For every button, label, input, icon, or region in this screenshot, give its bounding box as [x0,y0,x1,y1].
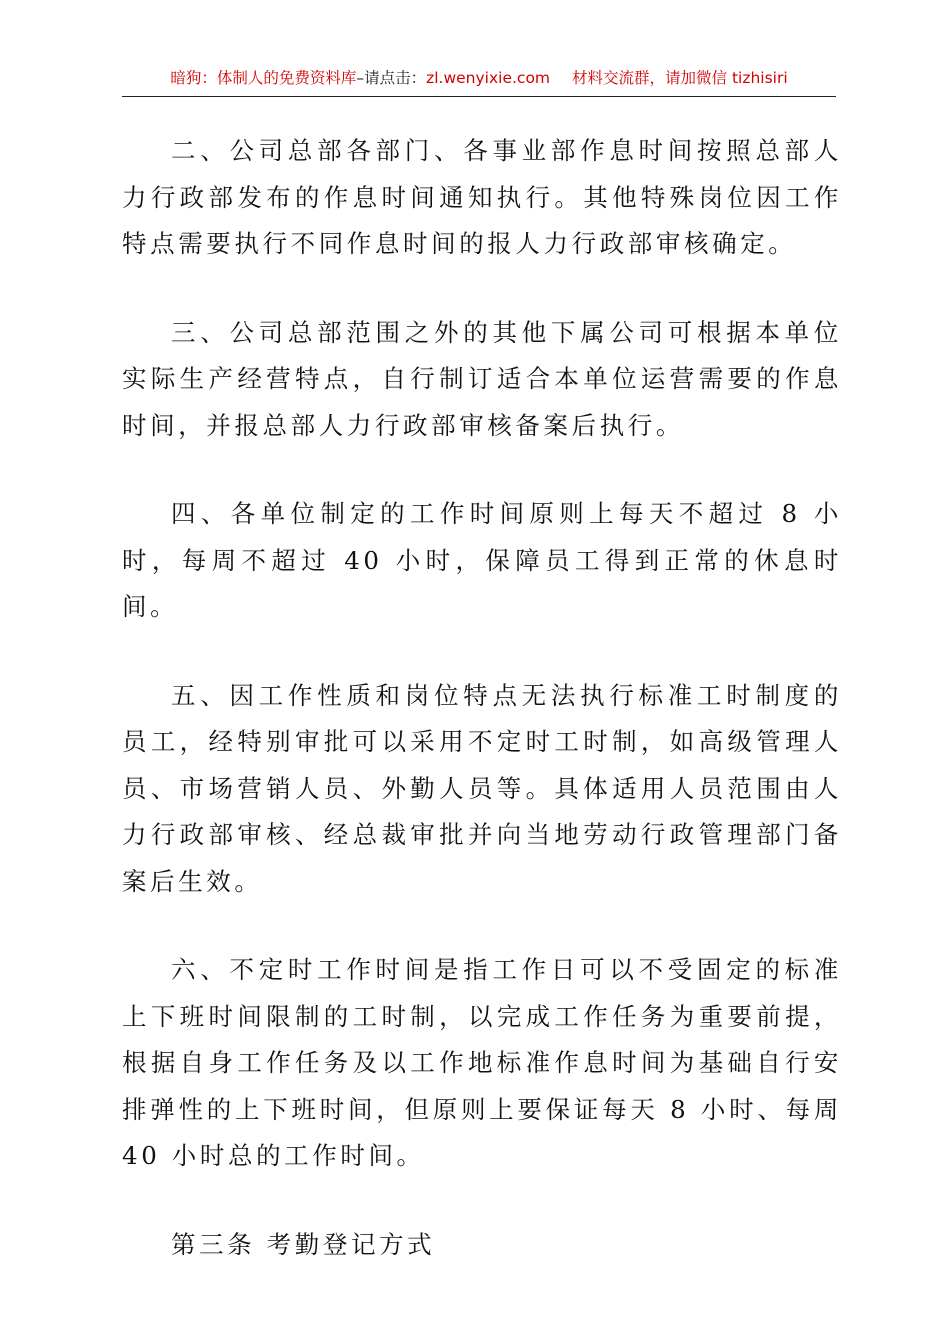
header-wechat-note: 材料交流群，请加微信 tizhisiri [572,69,788,87]
paragraph-3: 三、公司总部范围之外的其他下属公司可根据本单位实际生产经营特点，自行制订适合本单位运营需要的作息时间，并报总部人力行政部审核备案后执行。 [122,317,842,440]
paragraph-5: 五、因工作性质和岗位特点无法执行标准工时制度的员工，经特别审批可以采用不定时工时制，如高级管理人员、市场营销人员、外勤人员等。具体适用人员范围由人力行政部审核、经总裁审批并向当地劳动行政管理部门备案后生效。 [122,680,842,896]
document-body [122,128,842,1268]
article-heading: 第三条 考勤登记方式 [171,1229,436,1259]
paragraph-2: 二、公司总部各部门、各事业部作息时间按照总部人力行政部发布的作息时间通知执行。其他特殊岗位因工作特点需要执行不同作息时间的报人力行政部审核确定。 [122,136,842,258]
paragraph-4: 四、各单位制定的工作时间原则上每天不超过 8 小时，每周不超过 40 小时，保障员工得到正常的休息时间。 [122,499,842,621]
page-header [122,66,836,97]
paragraph-6: 六、不定时工作时间是指工作日可以不受固定的标准上下班时间限制的工时制，以完成工作任务为重要前提，根据自身工作任务及以工作地标准作息时间为基础自行安排弹性的上下班时间，但原则上要保证每天 8 小时、每周 40 小时总的工作时间。 [122,955,842,1170]
header-url-link[interactable]: zl.wenyixie.com [426,69,551,87]
header-link-prefix: –请点击： [356,69,427,87]
header-brand: 暗狗：体制人的免费资料库 [170,69,357,87]
